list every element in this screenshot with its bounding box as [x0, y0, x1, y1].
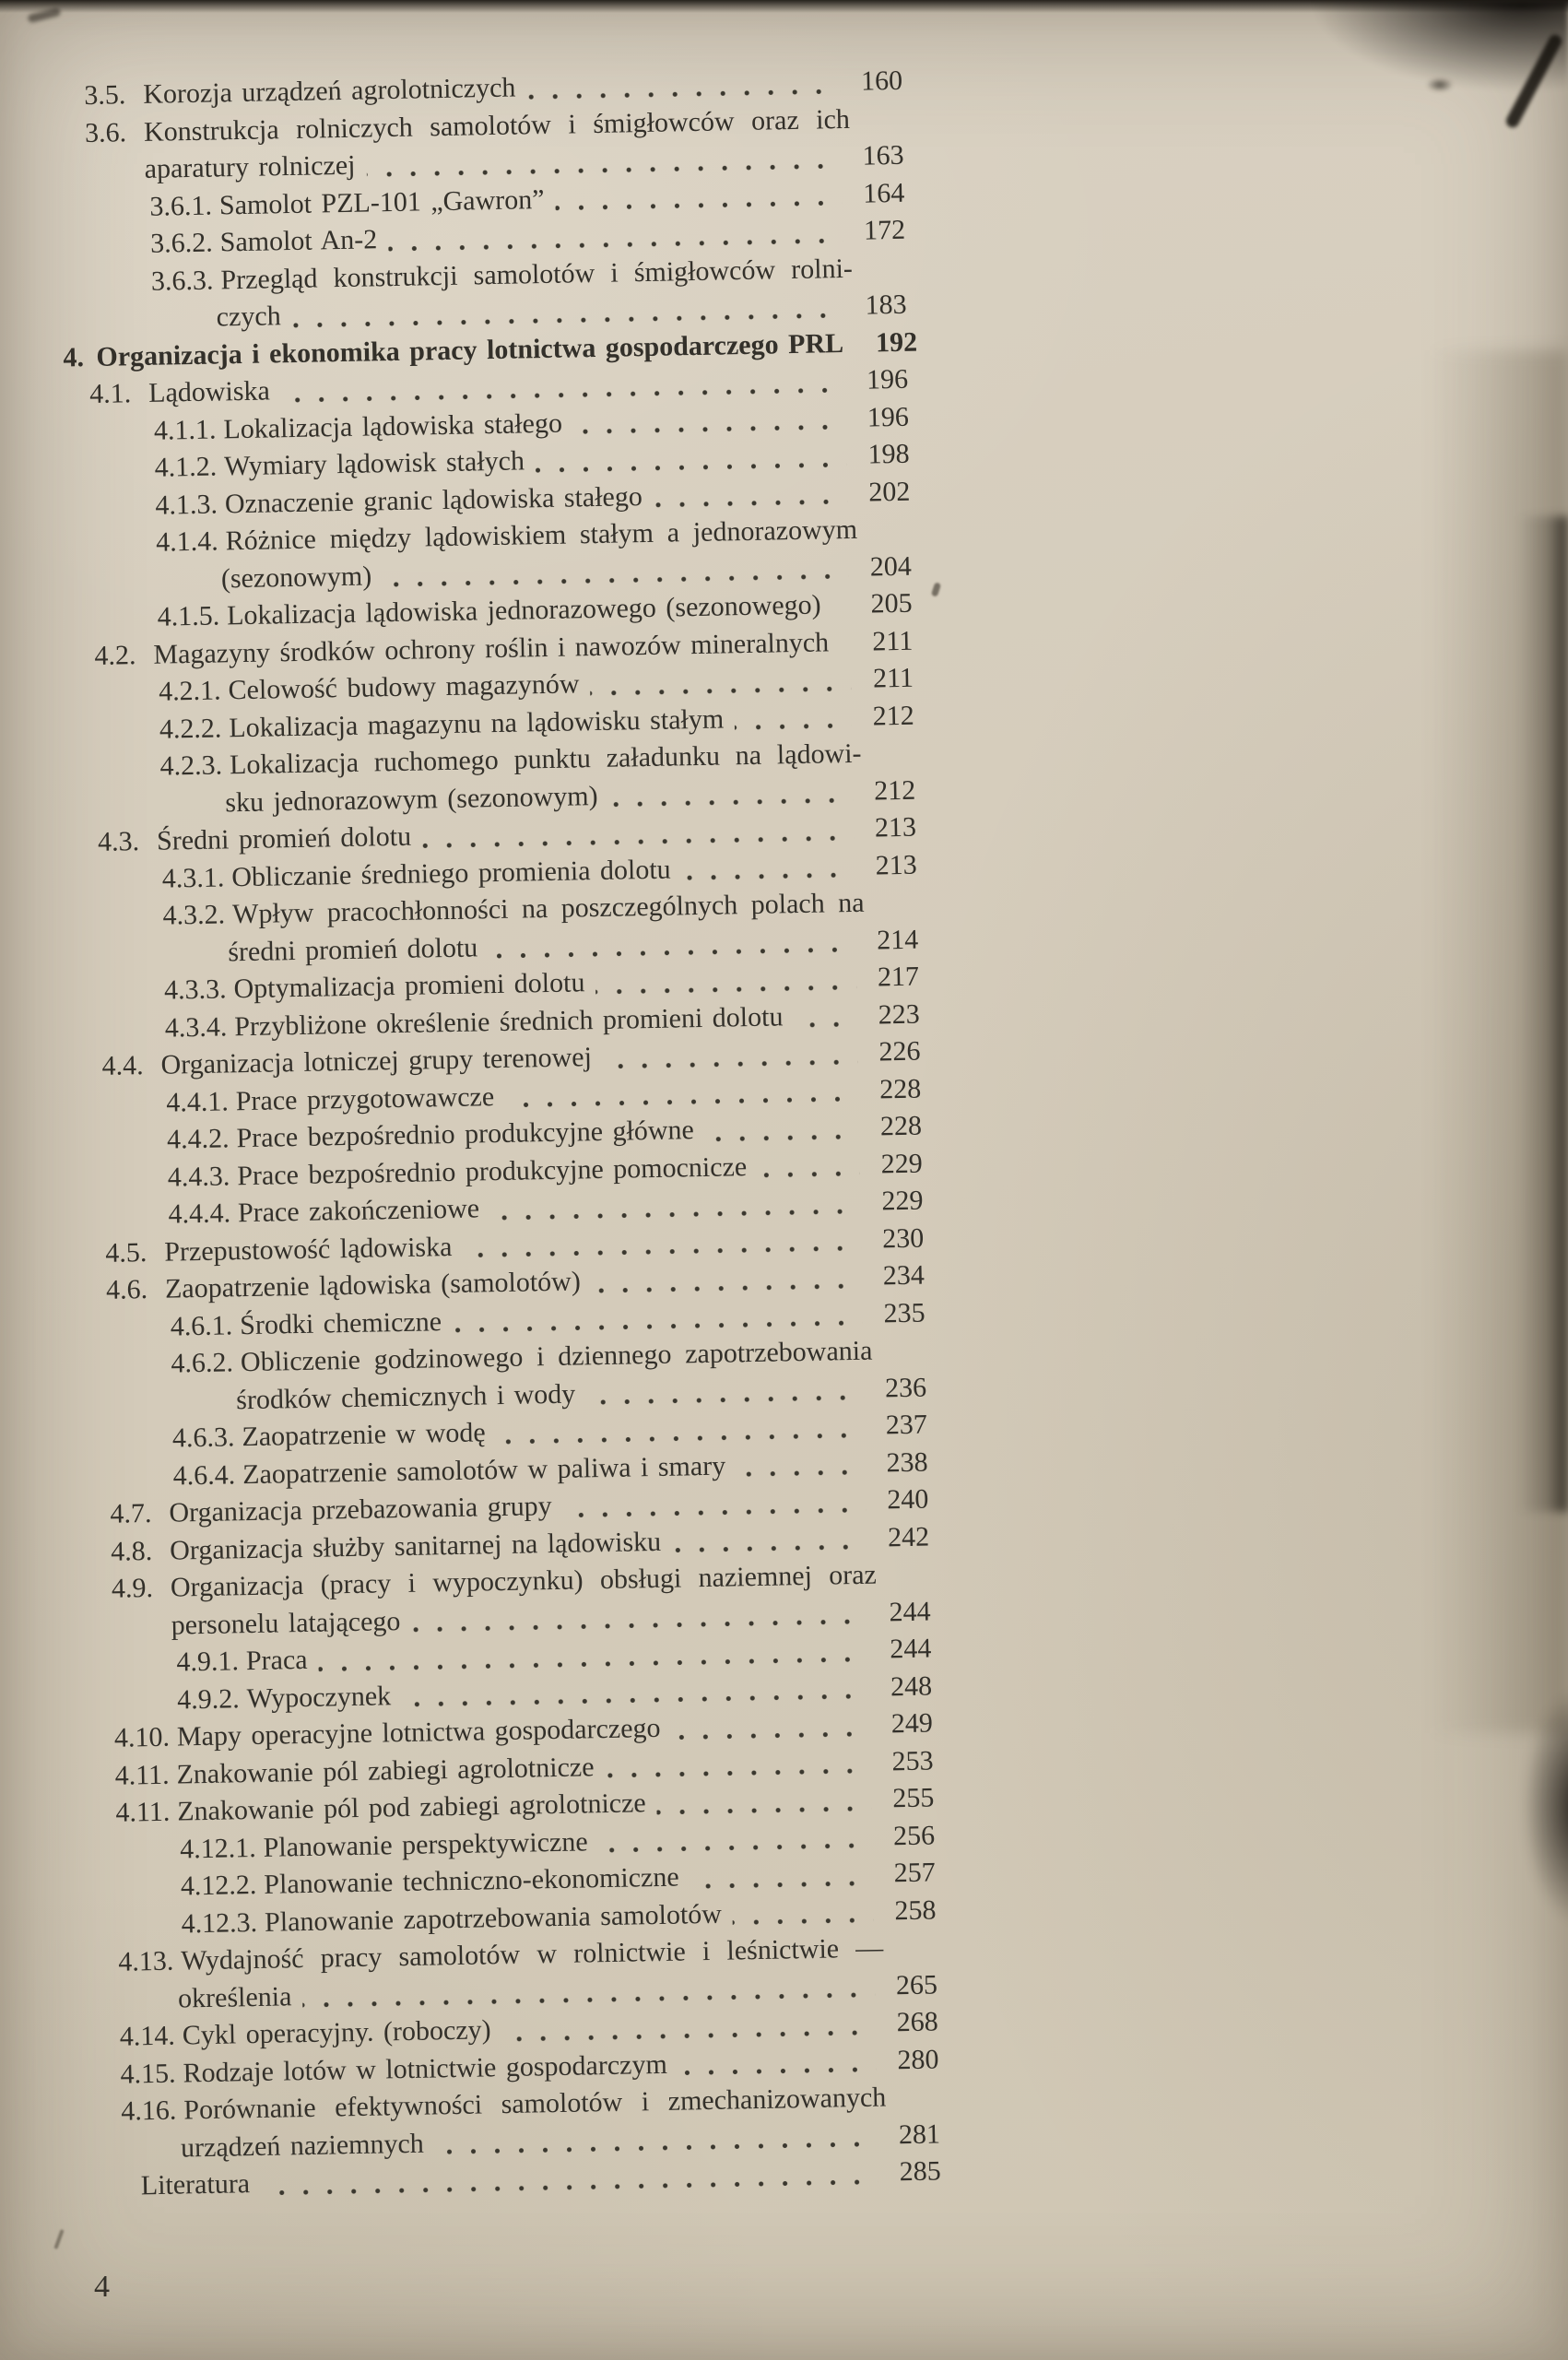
toc-entry-title: Samolot PZL-101 „Gawron”: [218, 183, 545, 220]
scan-artifact-speck: [931, 582, 941, 596]
toc-entry-number: 3.5.: [83, 79, 126, 112]
toc-entry-page: 240: [887, 1483, 929, 1516]
leader-dots: [733, 1918, 874, 1926]
toc-entry-title: Mapy operacyjne lotnictwa gospodarczego: [176, 1712, 661, 1752]
toc-entry-page: 255: [891, 1782, 935, 1814]
toc-entry-title: Zaopatrzenie lądowiska (samolotów): [164, 1266, 582, 1304]
toc-entry-page: 257: [893, 1857, 937, 1889]
toc-entry-title: Lokalizacja lądowiska stałego: [223, 407, 563, 444]
toc-entry-number: 3.6.1.: [149, 190, 213, 222]
toc-entry-title: Lądowiska: [147, 375, 271, 408]
leader-dots: [497, 1432, 865, 1444]
toc-entry-title-continuation: (sezonowym): [220, 560, 372, 594]
leader-dots: [672, 1730, 870, 1740]
toc-entry-number: 4.6.3.: [171, 1422, 235, 1454]
toc-entry-page: 205: [870, 587, 913, 620]
toc-entry-page: 256: [892, 1819, 936, 1851]
toc-entry-title-continuation: określenia: [177, 1980, 292, 2014]
toc-entry-title: Optymalizacja promieni dolotu: [233, 967, 585, 1005]
leader-dots: [596, 984, 857, 994]
toc-entry-number: 4.9.2.: [176, 1682, 240, 1716]
toc-entry-number: 4.9.1.: [176, 1646, 240, 1678]
toc-entry-number: 4.5.: [104, 1236, 147, 1268]
page-number: 4: [94, 2270, 110, 2304]
toc-entry-number: 3.6.2.: [149, 227, 214, 259]
toc-entry-title: Prace przygotowawcze: [235, 1080, 495, 1116]
toc-entry-page: 248: [890, 1670, 933, 1702]
toc-entry-page: 213: [874, 811, 917, 844]
toc-entry-number: 4.3.4.: [164, 1010, 228, 1044]
toc-entry-page: 228: [879, 1110, 923, 1142]
toc-entry-number: 4.6.1.: [170, 1309, 233, 1342]
toc-entry-title: Lokalizacja ruchomego punktu załadunku na lądowi-: [229, 738, 862, 781]
toc-entry-title: Samolot An-2: [219, 224, 378, 258]
scan-artifact-top-edge: [0, 0, 1568, 13]
leader-dots: [453, 1320, 863, 1333]
toc-entry-number: 4.2.2.: [159, 712, 222, 745]
toc-entry-number: 4.4.1.: [166, 1085, 230, 1118]
toc-list: [58, 63, 941, 2206]
scan-artifact-smudge-top-right: [1426, 77, 1454, 92]
scan-artifact-mark-top-left: [27, 7, 61, 23]
toc-entry-page: 196: [867, 401, 910, 433]
leader-dots: [682, 872, 855, 880]
leader-dots: [463, 1245, 861, 1258]
toc-entry-title-continuation: średni promień dolotu: [228, 931, 478, 967]
toc-entry-page: 211: [872, 662, 914, 694]
toc-entry-title-continuation: czych: [216, 301, 281, 333]
toc-entry-title: Oznaczenie granic lądowiska stałego: [224, 480, 643, 519]
toc-entry-title: Praca: [245, 1644, 308, 1677]
leader-dots: [536, 461, 847, 472]
toc-entry-title-continuation: środków chemicznych i wody: [235, 1378, 576, 1415]
toc-entry-number: 4.9.: [111, 1572, 154, 1604]
toc-entry-title: Zaopatrzenie samolotów w paliwa i smary: [242, 1450, 726, 1490]
leader-dots: [388, 238, 843, 252]
toc-entry-title: Wydajność pracy samolotów w rolnictwie i leśnictwie —: [181, 1932, 884, 1976]
toc-entry-number: 4.13.: [118, 1945, 174, 1977]
toc-entry-title: Wpływ pracochłonności na poszczególnych polach na: [231, 887, 865, 930]
toc-entry-title-continuation: urządzeń naziemnych: [180, 2128, 425, 2164]
leader-dots: [705, 1133, 859, 1141]
toc-entry-title: Obliczanie średniego promienia dolotu: [231, 854, 671, 892]
toc-entry-title: Celowość budowy magazynów: [228, 668, 580, 706]
toc-entry-title: Rodzaje lotów w lotnictwie gospodarczym: [183, 2048, 668, 2088]
toc-entry-number: 4.3.3.: [163, 974, 227, 1006]
leader-dots: [599, 1843, 873, 1853]
toc-entry-title: Środki chemiczne: [239, 1305, 442, 1340]
leader-dots: [573, 424, 846, 434]
toc-entry-title: Prace zakończeniowe: [237, 1193, 480, 1229]
leader-dots: [489, 947, 855, 959]
toc-entry-title: Planowanie techniczno-ekonomiczne: [264, 1861, 679, 1900]
toc-entry-title: Korozja urządzeń agrolotniczych: [142, 72, 516, 110]
toc-entry-number: 4.6.4.: [172, 1458, 236, 1492]
toc-entry-page: 244: [890, 1633, 932, 1665]
leader-dots: [735, 723, 852, 730]
leader-dots: [840, 648, 850, 654]
toc-entry-title: Wymiary lądowisk stałych: [223, 445, 525, 482]
toc-entry-number: 4.12.3.: [181, 1906, 258, 1939]
toc-entry-title: Organizacja przebazowania grupy: [169, 1491, 552, 1528]
toc-entry-page: 163: [862, 139, 904, 171]
toc-entry-number: 4.2.1.: [158, 675, 221, 707]
toc-entry-number: 4.2.: [94, 639, 136, 671]
toc-entry-title: Organizacja i ekonomika pracy lotnictwa gospodarczego PRL: [96, 327, 844, 372]
toc-entry-title: Różnice między lądowiskiem stałym a jednorazowym: [225, 513, 858, 557]
leader-dots: [402, 1693, 869, 1707]
toc-entry-title: Cykl operacyjny. (roboczy): [182, 2014, 491, 2051]
leader-dots: [435, 2142, 878, 2155]
toc-entry-number: 4.12.1.: [179, 1832, 256, 1864]
leader-dots: [758, 1171, 860, 1178]
toc-entry-number: 4.12.2.: [180, 1869, 257, 1902]
toc-entry-title-continuation: personelu latającego: [171, 1605, 401, 1641]
leader-dots: [609, 797, 854, 808]
scan-artifact-right-shade: [1430, 350, 1568, 1733]
toc-entry-title: Literatura: [140, 2168, 251, 2201]
leader-dots: [502, 2029, 876, 2041]
toc-entry-title: Przegląd konstrukcji samolotów i śmigłowców rolni-: [220, 253, 854, 295]
leader-dots: [832, 610, 850, 616]
toc-entry-page: 223: [878, 998, 920, 1030]
toc-entry-title: Znakowanie pól zabiegi agrolotnicze: [176, 1751, 595, 1790]
toc-entry-number: 4.16.: [121, 2094, 177, 2127]
toc-entry-number: 4.1.4.: [155, 525, 218, 558]
toc-entry-title: Organizacja lotniczej grupy terenowej: [160, 1042, 593, 1080]
toc-entry-number: 4.15.: [120, 2058, 176, 2090]
toc-entry-number: 4.4.4.: [168, 1198, 231, 1230]
toc-entry-title: Organizacja (pracy i wypoczynku) obsługi naziemnej oraz: [170, 1559, 878, 1603]
toc-entry-page: 183: [865, 289, 907, 321]
toc-entry-title: Przepustowość lądowiska: [163, 1231, 453, 1268]
toc-entry-page: 202: [867, 476, 911, 508]
toc-entry-title: Przybliżone określenie średnich promieni dolotu: [234, 1000, 784, 1042]
toc-entry-page: 204: [869, 550, 913, 583]
toc-entry-title: Znakowanie pól pod zabiegi agrolotnicze: [176, 1788, 646, 1827]
toc-entry-page: 164: [863, 177, 905, 209]
leader-dots: [367, 163, 842, 177]
toc-entry-page: 212: [872, 700, 915, 732]
toc-entry-number: 4.1.1.: [153, 414, 217, 446]
toc-entry-number: 3.6.3.: [150, 265, 214, 297]
toc-entry-number: 4.4.3.: [167, 1160, 230, 1193]
toc-entry-title: Prace bezpośrednio produkcyjne pomocnicze: [236, 1150, 748, 1191]
toc-entry-number: 4.14.: [119, 2020, 176, 2052]
leader-dots: [737, 1469, 866, 1478]
toc-entry-number: 4.11.: [114, 1759, 170, 1791]
scan-artifact-right-band: [1518, 516, 1568, 1512]
toc-entry-number: 4.4.: [101, 1050, 144, 1081]
leader-dots: [563, 1506, 867, 1517]
toc-entry-number: 3.6.: [84, 116, 127, 148]
toc-entry-page: 211: [872, 625, 914, 656]
toc-entry-title: Lokalizacja magazynu na lądowisku stałym: [229, 702, 725, 743]
toc-entry-page: 242: [887, 1521, 930, 1552]
toc-entry-title: Magazyny środków ochrony roślin i nawozów mineralnych: [153, 626, 830, 670]
toc-entry-page: 234: [882, 1259, 925, 1292]
toc-entry-page: 249: [890, 1707, 934, 1740]
scan-artifact-right-blob: [1522, 1687, 1568, 1927]
toc-entry-number: 4.1.3.: [155, 488, 218, 521]
toc-entry-number: 4.3.2.: [162, 899, 226, 931]
toc-entry-page: 265: [895, 1968, 938, 2000]
leader-dots: [657, 1805, 872, 1814]
leader-dots: [422, 834, 854, 848]
toc-entry-page: 235: [883, 1297, 925, 1328]
toc-entry-number: 4.6.2.: [171, 1347, 234, 1379]
toc-entry-page: 226: [878, 1035, 921, 1068]
toc-entry-number: 4.8.: [110, 1535, 153, 1567]
toc-entry-page: 160: [860, 65, 903, 97]
toc-entry-page: 212: [873, 774, 916, 806]
toc-entry-page: 244: [889, 1596, 931, 1627]
toc-entry-title: Porównanie efektywności samolotów i zmechanizowanych: [183, 2082, 887, 2126]
toc-entry-page: 237: [885, 1409, 928, 1441]
toc-entry-page: 214: [876, 924, 919, 955]
leader-dots: [261, 2178, 878, 2195]
leader-dots: [795, 1021, 857, 1028]
toc-entry-title-continuation: aparatury rolniczej: [144, 149, 356, 184]
leader-dots: [591, 685, 852, 695]
toc-entry-page: 238: [886, 1446, 928, 1478]
toc-entry-title: Planowanie zapotrzebowania samolotów: [264, 1898, 723, 1938]
toc-entry-title: Organizacja służby sanitarnej na lądowisku: [169, 1526, 662, 1566]
leader-dots: [678, 2067, 877, 2076]
toc-entry-number: 4.3.1.: [161, 861, 225, 894]
scan-artifact-corner-top-right: [1310, 0, 1568, 92]
toc-entry-page: 229: [880, 1148, 923, 1179]
toc-entry-number: 4.3.: [97, 826, 140, 857]
leader-dots: [281, 386, 845, 402]
toc-entry-page: 236: [884, 1372, 927, 1403]
toc-entry-number: 4.1.2.: [154, 451, 218, 483]
toc-entry-number: 4.1.: [88, 378, 132, 410]
toc-entry-page: 217: [877, 961, 920, 993]
leader-dots: [490, 1208, 861, 1220]
toc-entry-title: Średni promień dolotu: [156, 820, 412, 856]
toc-entry-title: Planowanie perspektywiczne: [263, 1825, 588, 1863]
toc-entry-number: 4.6.: [105, 1274, 148, 1305]
leader-dots: [603, 1058, 858, 1068]
toc-entry-number: 4.1.5.: [157, 600, 220, 632]
toc-entry-page: 172: [863, 214, 906, 246]
toc-entry-page: 192: [875, 326, 918, 358]
toc-entry-number: 4.2.3.: [159, 749, 223, 782]
leader-dots: [654, 499, 848, 508]
leader-dots: [411, 1619, 867, 1633]
leader-dots: [526, 88, 840, 100]
leader-dots: [606, 1768, 871, 1778]
toc-entry-title: Prace bezpośrednio produkcyjne główne: [236, 1115, 695, 1154]
leader-dots: [292, 313, 844, 328]
toc-entry-page: 281: [898, 2118, 941, 2150]
toc-entry-title: Obliczenie godzinowego i dziennego zapotrzebowania: [240, 1335, 873, 1378]
toc-entry-number: 4.4.2.: [166, 1123, 230, 1155]
leader-dots: [592, 1282, 862, 1292]
toc-entry-number: 4.11.: [115, 1796, 171, 1828]
toc-entry-page: 285: [899, 2155, 941, 2188]
toc-entry-title: Lokalizacja lądowiska jednorazowego (sezonowego): [226, 589, 821, 631]
toc-entry-page: 230: [881, 1222, 925, 1254]
leader-dots: [319, 1656, 869, 1671]
toc-entry-page: 228: [878, 1073, 922, 1104]
scan-artifact-slash-top-right: [1504, 32, 1564, 129]
leader-dots: [672, 1544, 867, 1553]
scan-artifact-mark-bottom-left: [53, 2229, 64, 2249]
toc-entry-page: 280: [897, 2043, 939, 2075]
toc-entry-page: 213: [875, 849, 918, 880]
toc-entry-number: 4.: [63, 341, 85, 373]
toc-entry-page: 253: [891, 1744, 934, 1776]
toc-entry-number: 4.7.: [110, 1497, 152, 1529]
toc-entry-page: 268: [896, 2006, 939, 2038]
leader-dots: [505, 1096, 858, 1108]
toc-entry-title: Konstrukcja rolniczych samolotów i śmigłowców oraz ich: [143, 103, 851, 148]
leader-dots: [586, 1395, 864, 1406]
toc-entry-title-continuation: sku jednorazowym (sezonowym): [225, 780, 598, 818]
leader-dots: [690, 1880, 873, 1889]
toc-entry-page: 196: [866, 363, 909, 395]
leader-dots: [383, 573, 849, 587]
toc-entry-page: 229: [881, 1185, 924, 1217]
toc-entry-page: 258: [894, 1894, 937, 1926]
toc-entry-title: Zaopatrzenie w wodę: [242, 1417, 486, 1453]
toc-entry-number: 4.10.: [113, 1721, 171, 1753]
toc-entry-page: 198: [867, 438, 910, 470]
toc-entry-title: Wypoczynek: [246, 1680, 392, 1714]
leader-dots: [556, 200, 843, 211]
